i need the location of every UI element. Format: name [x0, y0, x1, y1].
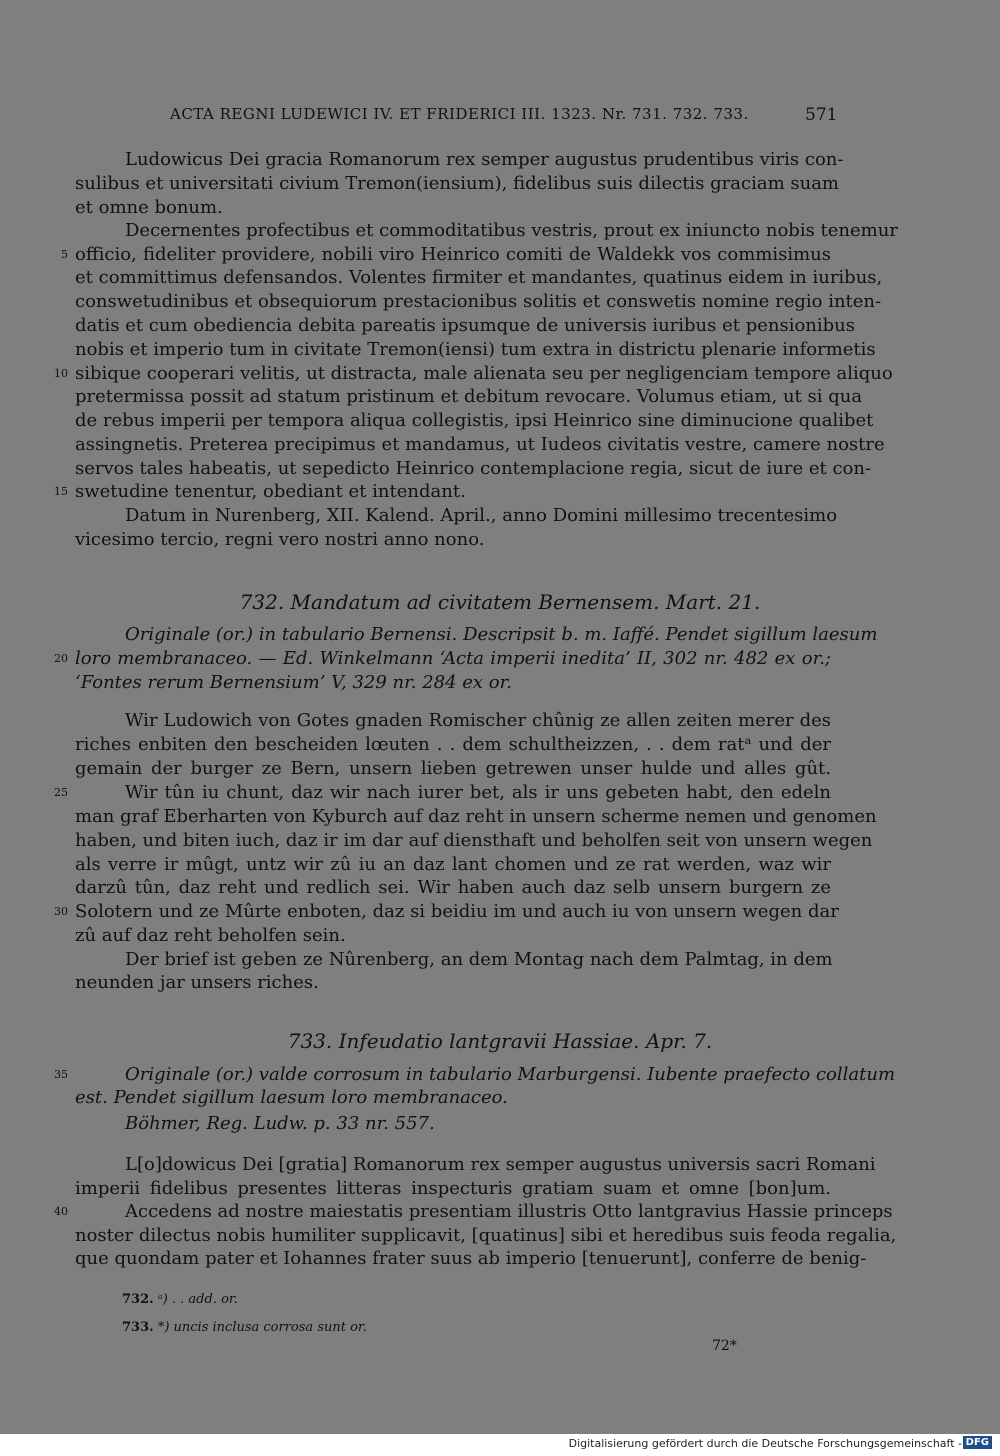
- line-number: 5: [61, 248, 68, 261]
- line-number: 15: [54, 485, 68, 498]
- footnote-ref: 732.: [122, 1292, 154, 1307]
- text-line: vicesimo tercio, regni vero nostri anno nono.: [75, 529, 485, 550]
- footnote-text: *) uncis inclusa corrosa sunt or.: [157, 1320, 367, 1335]
- footnote-732: [122, 1292, 238, 1307]
- line-number: 25: [54, 786, 68, 799]
- text-line: imperii fidelibus presentes litteras inspecturis gratiam suam et omne [bon]um.: [75, 1178, 831, 1199]
- source-line: est. Pendet sigillum laesum loro membranaceo.: [75, 1087, 508, 1108]
- line-number: 10: [54, 367, 68, 380]
- source-line: Originale (or.) valde corrosum in tabulario Marburgensi. Iubente praefecto collatum: [125, 1064, 896, 1085]
- text-line: man graf Eberharten von Kyburch auf daz reht in unsern scherme nemen und genomen: [75, 806, 877, 827]
- text-line: pretermissa possit ad statum pristinum et debitum revocare. Volumus etiam, ut si qua: [75, 386, 863, 407]
- text-line: swetudine tenentur, obediant et intendant.: [75, 481, 466, 502]
- text-line: assingnetis. Preterea precipimus et mandamus, ut Iudeos civitatis vestre, camere nostre: [75, 434, 885, 455]
- source-line: loro membranaceo. — Ed. Winkelmann ‘Acta imperii inedita’ II, 302 nr. 482 ex or.;: [75, 648, 831, 669]
- text-line: gemain der burger ze Bern, unsern lieben getrewen unser hulde und alles gût.: [75, 758, 831, 779]
- source-line: Böhmer, Reg. Ludw. p. 33 nr. 557.: [125, 1113, 435, 1134]
- line-number: 40: [54, 1205, 68, 1218]
- text-line: neunden jar unsers riches.: [75, 972, 319, 993]
- section-title-732: 732. Mandatum ad civitatem Bernensem. Mart. 21.: [239, 590, 761, 614]
- dfg-logo[interactable]: DFG: [963, 1436, 992, 1449]
- text-line: datis et cum obediencia debita pareatis ipsumque de universis iuribus et pensionibus: [75, 315, 856, 336]
- running-header: ACTA REGNI LUDEWICI IV. ET FRIDERICI III. 1323. Nr. 731. 732. 733.: [170, 105, 749, 123]
- footnote-text: ᵃ) . . add. or.: [157, 1292, 238, 1307]
- text-line: zû auf daz reht beholfen sein.: [75, 925, 346, 946]
- line-number: 20: [54, 652, 68, 665]
- text-line: officio, fideliter providere, nobili viro Heinrico comiti de Waldekk vos commisimus: [75, 244, 831, 265]
- text-line: Decernentes profectibus et commoditatibus vestris, prout ex iniuncto nobis tenemur: [125, 220, 898, 241]
- text-line: conswetudinibus et obsequiorum prestacionibus solitis et conswetis nomine regio inten-: [75, 291, 882, 312]
- text-line: sibique cooperari velitis, ut distracta, male alienata seu per negligenciam tempore aliquo: [75, 363, 893, 384]
- source-line: ‘Fontes rerum Bernensium’ V, 329 nr. 284 ex or.: [75, 672, 512, 693]
- text-line: haben, und biten iuch, daz ir im dar auf diensthaft und beholfen seit von unsern wegen: [75, 830, 873, 851]
- text-line: servos tales habeatis, ut sepedicto Heinrico contemplacione regia, sicut de iure et con-: [75, 458, 872, 479]
- text-line: que quondam pater et Iohannes frater suus ab imperio [tenuerunt], conferre de benig-: [75, 1248, 867, 1269]
- text-line: riches enbiten den bescheiden lœuten . . dem schultheizzen, . . dem ratᵃ und der: [75, 734, 831, 755]
- text-line: L[o]dowicus Dei [gratia] Romanorum rex semper augustus universis sacri Romani: [125, 1154, 876, 1175]
- page-number: 571: [805, 105, 838, 125]
- line-number: 35: [54, 1068, 68, 1081]
- text-line: Solotern und ze Mûrte enboten, daz si beidiu im und auch iu von unsern wegen dar: [75, 901, 839, 922]
- text-line: et omne bonum.: [75, 197, 223, 218]
- text-line: Accedens ad nostre maiestatis presentiam illustris Otto lantgravius Hassie princeps: [125, 1201, 893, 1222]
- footer-bar: [0, 1434, 1000, 1456]
- section-title-733: 733. Infeudatio lantgravii Hassiae. Apr. 7.: [287, 1029, 713, 1053]
- footnote-733: [122, 1320, 367, 1335]
- text-line: darzû tûn, daz reht und redlich sei. Wir haben auch daz selb unsern burgern ze: [75, 877, 831, 898]
- text-line: Wir tûn iu chunt, daz wir nach iurer bet, als ir uns gebeten habt, den edeln: [125, 782, 831, 803]
- footnote-ref: 733.: [122, 1320, 154, 1335]
- text-line: Der brief ist geben ze Nûrenberg, an dem Montag nach dem Palmtag, in dem: [125, 949, 833, 970]
- text-line: de rebus imperii per tempora aliqua collegistis, ipsi Heinrico sine diminucione qualibet: [75, 410, 874, 431]
- text-line: noster dilectus nobis humiliter supplicavit, [quatinus] sibi et heredibus suis feoda regalia,: [75, 1225, 897, 1246]
- footer-credit: Digitalisierung gefördert durch die Deutsche Forschungsgemeinschaft -: [568, 1437, 962, 1450]
- text-line: Wir Ludowich von Gotes gnaden Romischer chûnig ze allen zeiten merer des: [125, 710, 831, 731]
- text-line: nobis et imperio tum in civitate Tremon(iensi) tum extra in districtu plenarie informetis: [75, 339, 876, 360]
- text-line: sulibus et universitati civium Tremon(iensium), fidelibus suis dilectis graciam suam: [75, 173, 839, 194]
- text-line: als verre ir mûgt, untz wir zû iu an daz lant chomen und ze rat werden, waz wir: [75, 854, 831, 875]
- text-line: et committimus defensandos. Volentes firmiter et mandantes, quatinus eidem in iuribus,: [75, 267, 883, 288]
- source-line: Originale (or.) in tabulario Bernensi. Descripsit b. m. Iaffé. Pendet sigillum laesum: [125, 624, 878, 645]
- text-line: Datum in Nurenberg, XII. Kalend. April., anno Domini millesimo trecentesimo: [125, 505, 838, 526]
- line-number: 30: [54, 905, 68, 918]
- signature-mark: 72*: [712, 1338, 737, 1354]
- text-line: Ludowicus Dei gracia Romanorum rex semper augustus prudentibus viris con-: [125, 149, 844, 170]
